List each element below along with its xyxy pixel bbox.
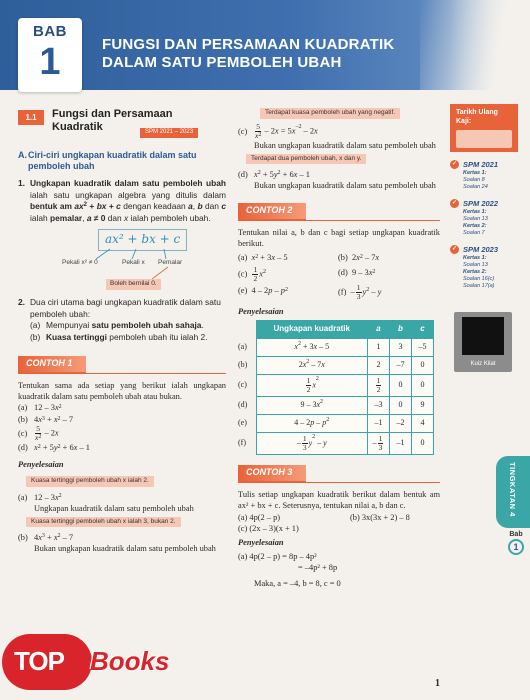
spm-soalan: Soalan 16(c) — [463, 275, 495, 282]
answer-d — [238, 169, 440, 180]
cell-a: $\frac{1}{2}$ — [368, 375, 390, 397]
item-label: (c) — [18, 428, 28, 438]
spm-year-text: SPM 2022 — [463, 198, 499, 208]
cell-c: 0 — [412, 433, 434, 455]
answer-expr: $\frac{5}{x^2}$ – $2x = 5x^{-2} - 2x$ — [255, 122, 318, 141]
item-label: (d) — [338, 268, 348, 278]
tarikh-field[interactable] — [456, 130, 512, 148]
item-label: (b) — [18, 414, 28, 424]
contoh-1-item-b — [18, 414, 226, 426]
col-header-b-text: b — [398, 324, 403, 334]
spm-line — [463, 223, 518, 230]
contoh-1-note-a: Kuasa tertinggi pemboleh ubah x ialah 2. — [26, 476, 154, 487]
point-2-b-t2: pemboleh ubah itu ialah 2. — [106, 331, 208, 342]
point-1-var-x: x — [124, 212, 129, 223]
check-icon: ✓ — [451, 161, 458, 168]
spm-soalan: Soalan 8 — [463, 176, 485, 183]
row-expr: $4 - 2p - p^2$ — [256, 415, 368, 433]
row-label: (e) — [238, 418, 247, 428]
cell-b: 3 — [390, 339, 412, 357]
item-expr: $4x^3 + x^2 - 7$ — [34, 414, 74, 424]
c3-item-c: (c) (2x – 3)(x + 1) — [238, 524, 299, 533]
contoh-1-item-c — [18, 426, 226, 442]
watermark-books: Books — [90, 646, 170, 676]
point-1-pemalar: pemalar — [50, 212, 83, 223]
c2-item-e: (e) $4 - 2p - p^2$ — [238, 286, 288, 296]
table-row — [238, 415, 434, 433]
col-header-a-text: a — [376, 324, 381, 334]
point-2-b — [30, 332, 226, 344]
contoh-1-label: CONTOH 1 — [18, 356, 86, 374]
contoh-3-label: CONTOH 3 — [238, 465, 306, 483]
subsection-letter: A. — [18, 150, 27, 160]
chapter-title — [102, 36, 432, 72]
formula-label-c: Pemalar — [158, 259, 183, 266]
cell-a: –3 — [368, 397, 390, 415]
item-label: (f) — [338, 287, 347, 297]
tarikh-box — [450, 104, 518, 152]
right-sidebar — [450, 104, 518, 372]
spm-soalan: Soalan 13 — [463, 261, 488, 268]
cell-b: 0 — [390, 375, 412, 397]
note-c: Terdapat kuasa pemboleh ubah yang negatif. — [260, 108, 400, 119]
point-2-a-t1: Mempunyai — [46, 320, 92, 330]
subsection-heading — [18, 150, 226, 172]
check-icon: ✓ — [451, 246, 458, 253]
point-2-a-text — [46, 320, 204, 332]
cell-b: –7 — [390, 357, 412, 375]
spm-line — [463, 209, 518, 216]
point-1-text-d: dengan keadaan — [120, 201, 189, 211]
header-fade — [420, 0, 530, 90]
point-1-text-i: dan — [105, 212, 125, 223]
cell-c: 4 — [412, 415, 434, 433]
cell-a: –1 — [368, 415, 390, 433]
spm-2023 — [450, 245, 518, 290]
note-d: Terdapat dua pemboleh ubah, x dan y. — [246, 154, 366, 165]
point-2-a — [30, 320, 226, 332]
point-1-bold-a: Ungkapan kuadratik dalam satu pemboleh ubah — [30, 178, 226, 188]
item-label: (e) — [238, 286, 248, 296]
spm-kertas: Kertas 1: — [463, 254, 487, 261]
qr-code-icon — [462, 317, 504, 355]
item-label: (a) — [18, 402, 28, 412]
row-label: (c) — [238, 380, 247, 390]
item-label: (a) — [238, 253, 248, 263]
cell-a: 1 — [368, 339, 390, 357]
item-expr: $\frac{5}{x^2}$ – 2x — [35, 424, 59, 443]
spm-kertas: Kertas 1: — [463, 169, 487, 176]
row-expr: $\frac{1}{2}$ $x^2$ — [256, 375, 368, 397]
point-1-number: 1. — [18, 178, 25, 188]
point-1-bold-c: bentuk am — [30, 201, 75, 211]
contoh-3-penyelesaian: Penyelesaian — [238, 538, 284, 547]
answer-c-text: Bukan ungkapan kuadratik dalam satu pemboleh ubah — [254, 140, 436, 150]
row-expr: $2x^2 - 7x$ — [256, 357, 368, 375]
point-1-text: Ungkapan kuadratik dalam satu pemboleh ubah ialah satu ungkapan algebra yang ditulis dalam bentuk am $ax^2$ + bx + c dengan keadaan a, b dan c ialah pemalar, a ≠ 0 dan x ialah pemboleh ubah. — [30, 178, 226, 223]
point-2 — [18, 297, 226, 343]
point-2-a-label: (a) — [30, 320, 41, 330]
row-expr: $x^2 + 3x - 5$ — [256, 339, 368, 357]
point-2-intro: Dua ciri utama bagi ungkapan kuadratik dalam satu pemboleh ubah: — [30, 297, 221, 319]
formula-label-a: Pekali x² ≠ 0 — [62, 259, 98, 266]
point-2-a-t3: . — [201, 320, 204, 330]
contoh-1-items — [18, 402, 226, 454]
spm-kertas: Kertas 1: — [463, 208, 487, 215]
left-column — [18, 104, 226, 554]
formula-label-b: Pekali x — [122, 259, 145, 266]
c2-item-c: (c) $\frac{1}{2}$ $x^2$ — [238, 265, 266, 284]
point-1-a-nonzero: a ≠ 0 — [86, 212, 106, 223]
table-row — [238, 357, 434, 375]
col-header-a — [368, 321, 390, 339]
coefficient-table — [238, 320, 434, 455]
row-label: (b) — [238, 360, 248, 370]
cell-c: 0 — [412, 375, 434, 397]
cell-b: –1 — [390, 433, 412, 455]
contoh-1-answer-a — [18, 492, 226, 503]
row-label: (f) — [238, 438, 246, 448]
answer-expr: $4x^3 + x^2 - 7$ — [34, 533, 74, 543]
answer-d-text: Bukan ungkapan kuadratik dalam satu pemboleh ubah — [254, 181, 436, 191]
section-title-line2: Kuadratik — [52, 121, 103, 133]
point-1-text-e: dan — [202, 201, 222, 211]
point-1-text-b: ialah satu ungkapan algebra yang ditulis dalam — [30, 189, 226, 200]
point-2-number: 2. — [18, 297, 25, 307]
c3-sol-line2: = –4p² + 8p — [298, 563, 338, 573]
bab-tab-label: Bab — [509, 531, 523, 538]
answer-label: (d) — [238, 170, 248, 180]
cell-c: –5 — [412, 339, 434, 357]
spm-soalan: Soalan 13 — [463, 215, 488, 222]
item-expr: $x^2 + 5y^2 + 6x - 1$ — [34, 442, 90, 452]
spm-tag: SPM 2021 – 2023 — [140, 128, 198, 138]
contoh-2-label: CONTOH 2 — [238, 203, 306, 221]
row-expr: – $\frac{1}{3}$ $y^2$ – y — [256, 433, 368, 455]
tingkatan-tab — [496, 456, 530, 528]
contoh-3-items — [238, 512, 440, 534]
subsection-title: Ciri-ciri ungkapan kuadratik dalam satu pemboleh ubah — [28, 150, 197, 171]
contoh-1-answer-b — [18, 532, 226, 543]
bab-tab — [508, 530, 524, 555]
point-2-b-label: (b) — [30, 331, 41, 342]
formula-label-bottom: Boleh bernilai 0. — [106, 279, 161, 290]
section-heading — [18, 104, 226, 146]
tingkatan-label: TINGKATAN 4 — [507, 462, 517, 517]
spm-soalan: Soalan 7 — [463, 229, 485, 236]
cell-b: 0 — [390, 397, 412, 415]
cell-b: –2 — [390, 415, 412, 433]
spm-line — [463, 255, 518, 262]
spm-kertas: Kertas 2: — [463, 268, 487, 275]
check-icon: ✓ — [451, 200, 458, 207]
formula-diagram — [18, 229, 226, 295]
table-corner — [238, 321, 256, 339]
cell-a: 2 — [368, 357, 390, 375]
table-row — [238, 375, 434, 397]
point-1-text-h: , — [82, 212, 87, 223]
spm-line — [463, 170, 518, 177]
watermark-top: TOP — [14, 646, 64, 676]
point-1-var-b: b — [197, 201, 203, 211]
spm-year — [450, 199, 518, 209]
middle-column — [238, 104, 440, 589]
kuiz-kilat-qr[interactable] — [454, 312, 512, 372]
topbooks-watermark-logo — [2, 634, 176, 690]
point-1-var-c: c — [221, 201, 226, 211]
col-header-expr: Ungkapan kuadratik — [256, 321, 368, 339]
cell-c: 0 — [412, 357, 434, 375]
c3-sol-line1: (a) 4p(2 – p) = 8p – 4p² — [238, 552, 317, 562]
point-1 — [18, 178, 226, 224]
spm-2021 — [450, 160, 518, 191]
c2-item-b: (b) $2x^2 - 7x$ — [338, 253, 380, 263]
table-row — [238, 339, 434, 357]
spm-soalan: Soalan 17(a) — [463, 282, 495, 289]
contoh-2-items — [238, 251, 440, 301]
general-form-box: ax² + bx + c — [98, 229, 187, 251]
chapter-badge-label: BAB — [33, 23, 67, 40]
spm-year — [450, 160, 518, 170]
point-1-general-form: $ax^2$ + bx + c — [74, 201, 121, 211]
contoh-2-question: Tentukan nilai a, b dan c bagi setiap ungkapan kuadratik berikut. — [238, 228, 440, 249]
answer-expr: $12 - 3x^2$ — [34, 492, 62, 502]
contoh-2-penyelesaian: Penyelesaian — [238, 307, 284, 317]
c3-item-a: (a) 4p(2 – p) — [238, 513, 281, 522]
spm-kertas: Kertas 2: — [463, 222, 487, 229]
answer-label: (a) — [18, 492, 28, 502]
kuiz-kilat-label: Kuiz Kilat — [470, 360, 496, 367]
col-header-c-text: c — [420, 324, 425, 334]
bab-tab-number: 1 — [508, 539, 524, 555]
cell-a: – $\frac{1}{3}$ — [368, 433, 390, 455]
c3-item-b: (b) 3x(3x + 2) – 8 — [350, 513, 410, 522]
contoh-1-note-b: Kuasa tertinggi pemboleh ubah x ialah 3, bukan 2. — [26, 517, 181, 528]
point-1-text-f: ialah — [30, 212, 51, 223]
section-title-line1: Fungsi dan Persamaan — [52, 108, 173, 120]
table-row — [238, 433, 434, 455]
c2-item-f: (f) – $\frac{1}{3}$ $y^2$ – y — [338, 283, 382, 302]
chapter-badge — [18, 18, 82, 92]
chapter-title-line1: FUNGSI DAN PERSAMAAN KUADRATIK — [102, 36, 395, 53]
spm-line — [463, 269, 518, 276]
point-2-b-text — [46, 332, 208, 344]
contoh-1-question: Tentukan sama ada setiap yang berikut ialah ungkapan kuadratik dalam satu pemboleh ubah atau bukan. — [18, 380, 226, 401]
table-header-row — [238, 321, 434, 339]
c3-sol-line3: Maka, a = –4, b = 8, c = 0 — [254, 579, 341, 589]
item-expr: $12 - 3x^2$ — [34, 402, 62, 412]
contoh-1-item-d — [18, 442, 226, 454]
table-row — [238, 397, 434, 415]
answer-expr: $x^2 + 5y^2 + 6x - 1$ — [254, 170, 310, 180]
point-2-a-bold: satu pemboleh ubah sahaja — [91, 320, 202, 330]
contoh-1-answer-b-text: Bukan ungkapan kuadratik dalam satu pemboleh ubah — [34, 544, 216, 554]
point-1-var-a: a — [188, 201, 193, 211]
spm-soalan: Soalan 24 — [463, 183, 488, 190]
chapter-title-line2: DALAM SATU PEMBOLEH UBAH — [102, 54, 342, 71]
contoh-3-solution — [238, 551, 440, 589]
point-2-b-bold: Kuasa tertinggi — [46, 331, 107, 342]
chapter-badge-number: 1 — [39, 40, 61, 83]
row-label: (d) — [238, 400, 248, 410]
col-header-c — [412, 321, 434, 339]
spm-year-text: SPM 2021 — [463, 160, 499, 169]
point-2-text — [30, 297, 226, 343]
row-expr: $9 - 3x^2$ — [256, 397, 368, 415]
contoh-3-question: Tulis setiap ungkapan kuadratik berikut dalam bentuk am ax² + bx + c. Seterusnya, tentukan nilai a, b dan c. — [238, 490, 440, 510]
answer-c — [238, 124, 440, 140]
col-header-b — [390, 321, 412, 339]
item-label: (b) — [338, 253, 348, 263]
point-1-text-j: ialah pemboleh ubah. — [128, 212, 211, 223]
item-label: (c) — [238, 269, 248, 279]
page-number: 1 — [435, 677, 440, 689]
cell-c: 9 — [412, 397, 434, 415]
spm-year-text: SPM 2023 — [463, 244, 499, 254]
item-label: (d) — [18, 442, 28, 452]
contoh-1-item-a — [18, 402, 226, 414]
contoh-1-penyelesaian: Penyelesaian — [18, 459, 64, 469]
c2-item-d: (d) $9 - 3x^2$ — [338, 268, 376, 278]
answer-label: (c) — [238, 127, 248, 137]
section-number: 1.1 — [18, 110, 44, 125]
contoh-1-answer-a-text: Ungkapan kuadratik dalam satu pemboleh ubah — [34, 503, 194, 513]
answer-label: (b) — [18, 533, 28, 543]
tarikh-label: Tarikh Ulang Kaji: — [456, 109, 498, 126]
row-label: (a) — [238, 342, 247, 352]
spm-year — [450, 245, 518, 255]
c2-item-a: (a) $x^2 + 3x - 5$ — [238, 253, 288, 263]
spm-2022 — [450, 199, 518, 237]
